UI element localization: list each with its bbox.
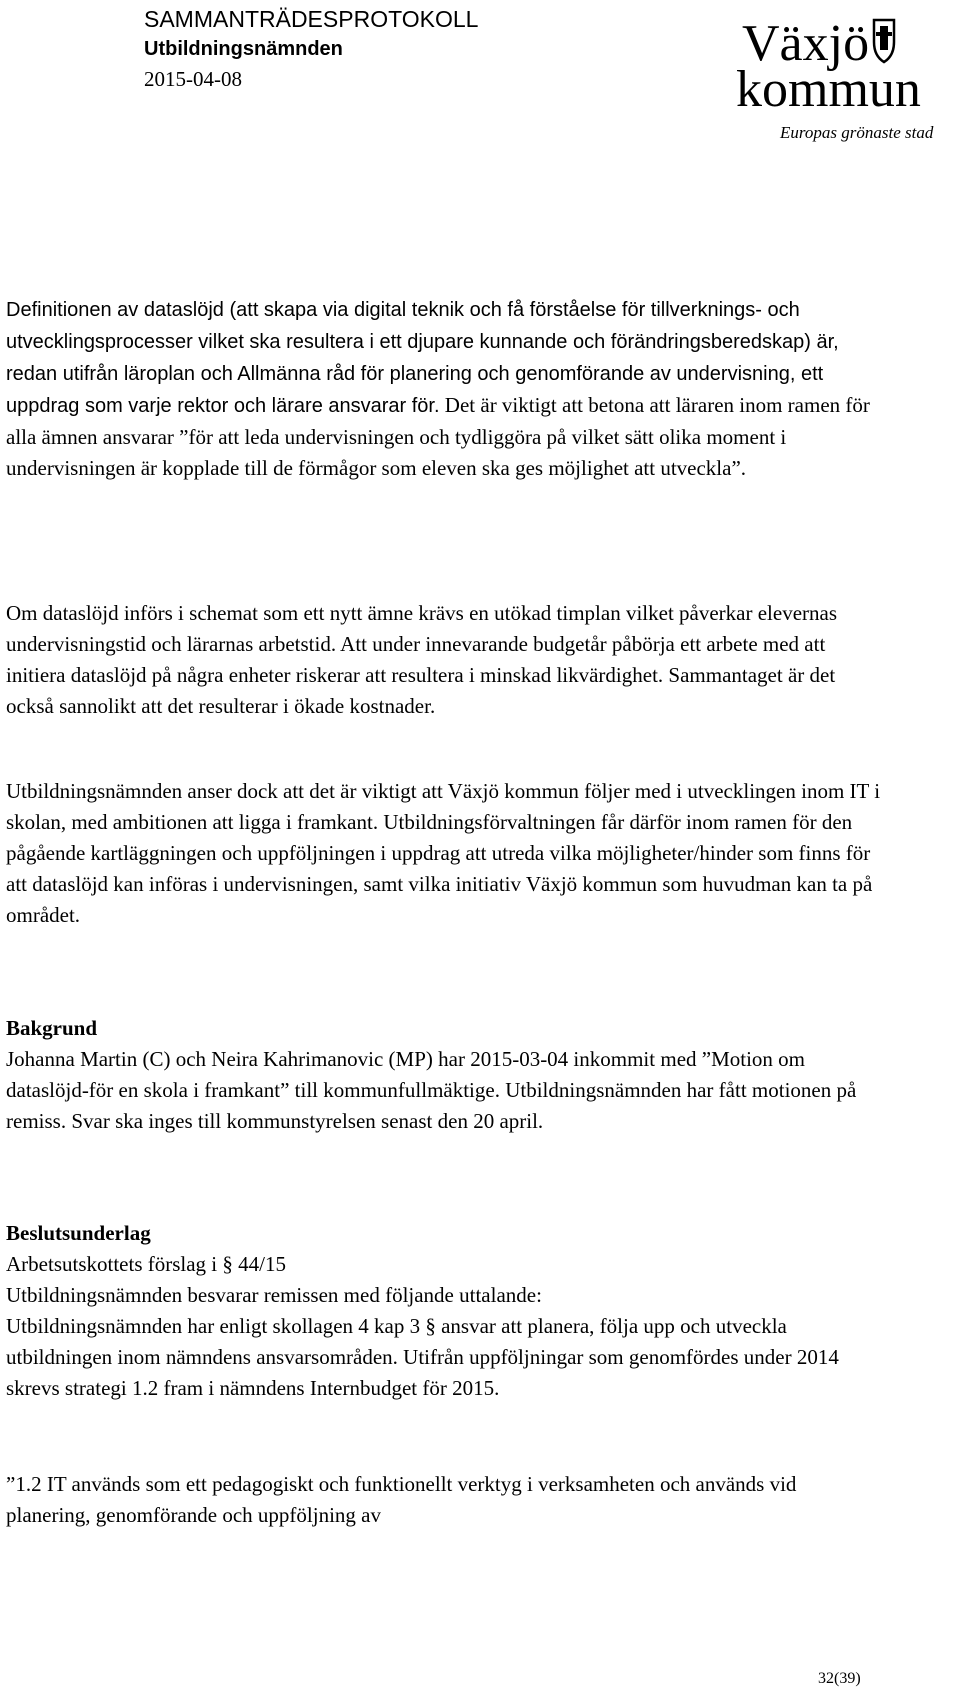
meeting-date: 2015-04-08 (144, 67, 242, 91)
paragraph-timplan: Om dataslöjd införs i schemat som ett nytt ämne krävs en utökad timplan vilket påverkar elevernas undervisningstid och lärarnas arbetstid. Att under innevarande budgetår påbörja ett arbete med att initiera dataslöjd på några enheter riskerar att resultera i minskad likvärdighet. Sammantaget är det också sannolikt att det resulterar i ökade kostnader. (6, 601, 838, 718)
logo-line1: Växjö (742, 15, 870, 72)
strategy-quote: ”1.2 IT används som ett pedagogiskt och funktionellt verktyg i verksamheten och används vid planering, genomförande och uppföljning av (6, 1472, 797, 1527)
section-beslutsunderlag (6, 1218, 886, 1404)
bakgrund-text: Johanna Martin (C) och Neira Kahrimanovic (MP) har 2015-03-04 inkommit med ”Motion om dataslöjd-för en skola i framkant” till kommunfullmäktige. Utbildningsnämnden har fått motionen på remiss. Svar ska inges till kommunstyrelsen senast den 20 april. (6, 1047, 857, 1133)
vaxjo-kommun-logo (736, 14, 960, 142)
paragraph-definition-serif: Det är viktigt att betona att läraren inom ramen för alla ämnen ansvarar ”för att leda undervisningen och tydliggöra på vilket sätt olika moment i undervisningen är kopplade till de förmågor som eleven ska ges möjlighet att utveckla”. (6, 393, 870, 480)
heading-beslutsunderlag: Beslutsunderlag (6, 1221, 151, 1245)
document-title: SAMMANTRÄDESPROTOKOLL (144, 6, 479, 32)
logo-line2: kommun (736, 61, 921, 118)
beslutsunderlag-text: Utbildningsnämnden har enligt skollagen 4 kap 3 § ansvar att planera, följa upp och utveckla utbildningen inom nämndens ansvarsområden. Utifrån uppföljningar som genomfördes under 2014 skrevs strategi 1.2 fram i nämndens Internbudget för 2015. (6, 1314, 839, 1400)
page-number: 32(39) (818, 1670, 861, 1687)
section-bakgrund (6, 1013, 886, 1137)
document-header (144, 4, 478, 94)
paragraph-definition-sans: Definitionen av dataslöjd (att skapa via digital teknik och få förståelse för tillverknings- och utvecklingsprocesser vilket ska resultera i ett djupare kunnande och förändringsberedskap) är, redan utifrån läroplan och Allmänna råd för planering och genomförande av undervisning, ett uppdrag som varje rektor och lärare ansvarar för. (6, 299, 839, 417)
beslutsunderlag-line2: Utbildningsnämnden besvarar remissen med följande uttalande: (6, 1283, 542, 1307)
logo-tagline: Europas grönaste stad (780, 123, 934, 142)
paragraph-ambition: Utbildningsnämnden anser dock att det är viktigt att Växjö kommun följer med i utvecklingen inom IT i skolan, med ambitionen att ligga i framkant. Utbildningsförvaltningen får därför inom ramen för den pågående kartläggningen och uppföljningen i uppdrag att utreda vilka möjligheter/hinder som finns för att dataslöjd kan införas i undervisningen, samt vilka initiativ Växjö kommun som huvudman kan ta på området. (6, 779, 881, 927)
paragraph-definition (6, 294, 886, 484)
beslutsunderlag-line1: Arbetsutskottets förslag i § 44/15 (6, 1252, 286, 1276)
committee-name: Utbildningsnämnden (144, 38, 343, 60)
logo-emblem (874, 20, 894, 62)
heading-bakgrund: Bakgrund (6, 1016, 98, 1040)
